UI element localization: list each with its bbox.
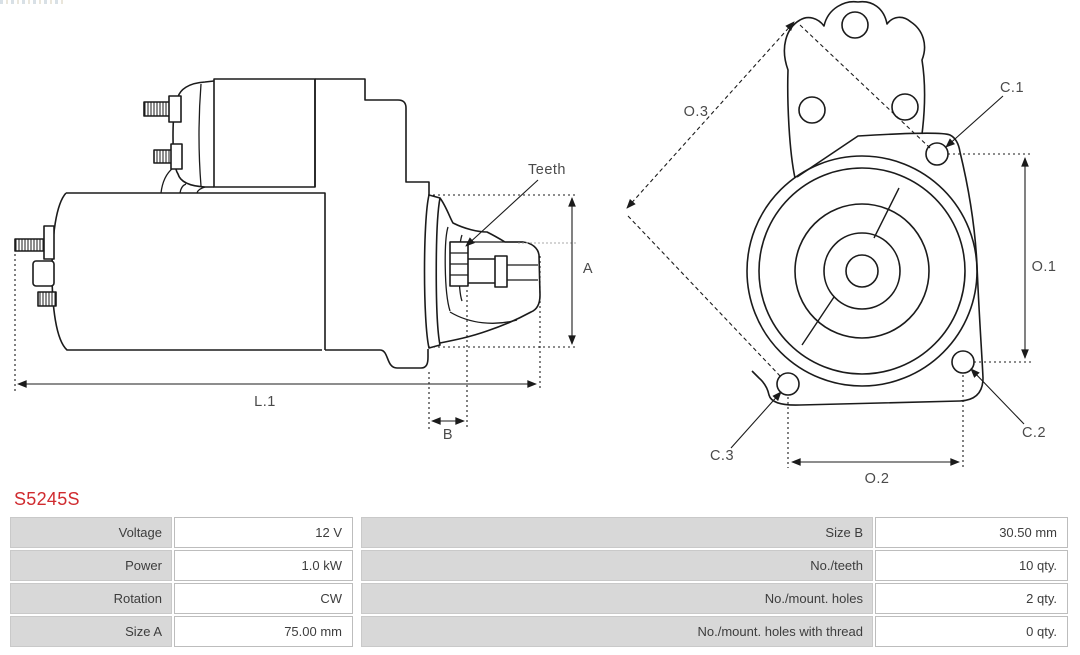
spec-label-size-b: Size B <box>361 517 873 548</box>
dim-label-teeth: Teeth <box>528 162 566 178</box>
spec-table <box>10 517 1070 647</box>
spec-value-threaded-holes: 0 qty. <box>875 616 1068 647</box>
housing-hole-left <box>799 97 825 123</box>
spec-value-rotation: CW <box>174 583 353 614</box>
shaft-collar <box>495 256 507 287</box>
dim-label-o3: O.3 <box>683 104 709 120</box>
spec-value-voltage: 12 V <box>174 517 353 548</box>
dim-label-b: B <box>442 427 454 443</box>
dim-label-l1: L.1 <box>254 394 276 410</box>
spec-value-teeth: 10 qty. <box>875 550 1068 581</box>
spec-value-size-a: 75.00 mm <box>174 616 353 647</box>
housing-hole-top <box>842 12 868 38</box>
spec-label-rotation: Rotation <box>10 583 172 614</box>
pinion-shaft <box>468 259 495 283</box>
spec-label-teeth: No./teeth <box>361 550 873 581</box>
spec-label-power: Power <box>10 550 172 581</box>
terminal-nut-upper <box>169 96 181 122</box>
mounting-flange <box>752 133 983 405</box>
mount-stud-plate <box>44 226 54 259</box>
terminal-bolt-upper <box>144 102 170 116</box>
terminal-box <box>33 261 54 286</box>
spec-value-size-b: 30.50 mm <box>875 517 1068 548</box>
flange-hole-c3 <box>777 373 799 395</box>
spec-label-threaded-holes: No./mount. holes with thread <box>361 616 873 647</box>
gear-housing-top <box>784 2 924 178</box>
flange-hole-c1 <box>926 143 948 165</box>
terminal-bolt-lower <box>154 150 172 163</box>
solenoid-can <box>214 79 315 187</box>
flange-hole-c2 <box>952 351 974 373</box>
motor-body <box>52 193 325 350</box>
bore-circles <box>747 156 977 386</box>
terminal-nut-lower <box>171 144 182 169</box>
spec-value-power: 1.0 kW <box>174 550 353 581</box>
spec-value-mount-holes: 2 qty. <box>875 583 1068 614</box>
dim-label-o2: O.2 <box>864 471 890 487</box>
side-view-dimensions <box>15 180 578 429</box>
spec-label-size-a: Size A <box>10 616 172 647</box>
dim-label-c1: C.1 <box>999 80 1025 96</box>
dim-label-a: A <box>582 261 594 277</box>
part-number-heading: S5245S <box>14 489 80 509</box>
dim-label-c3: C.3 <box>709 448 735 464</box>
spec-label-mount-holes: No./mount. holes <box>361 583 873 614</box>
dim-label-o1: O.1 <box>1031 259 1057 275</box>
small-stub-thread <box>38 292 56 306</box>
bell-flange <box>425 195 441 348</box>
housing-hole-right <box>892 94 918 120</box>
side-view <box>15 79 578 368</box>
solenoid-cap-seam <box>199 84 201 186</box>
mount-stud-thread <box>15 239 44 251</box>
shaft-nose <box>507 265 538 280</box>
drive-housing <box>315 79 429 195</box>
body-foot <box>325 349 428 368</box>
casting-line-sw <box>802 297 834 345</box>
spec-label-voltage: Voltage <box>10 517 172 548</box>
dim-label-c2: C.2 <box>1021 425 1047 441</box>
front-view-dimensions <box>627 22 1032 468</box>
front-view <box>747 2 983 405</box>
